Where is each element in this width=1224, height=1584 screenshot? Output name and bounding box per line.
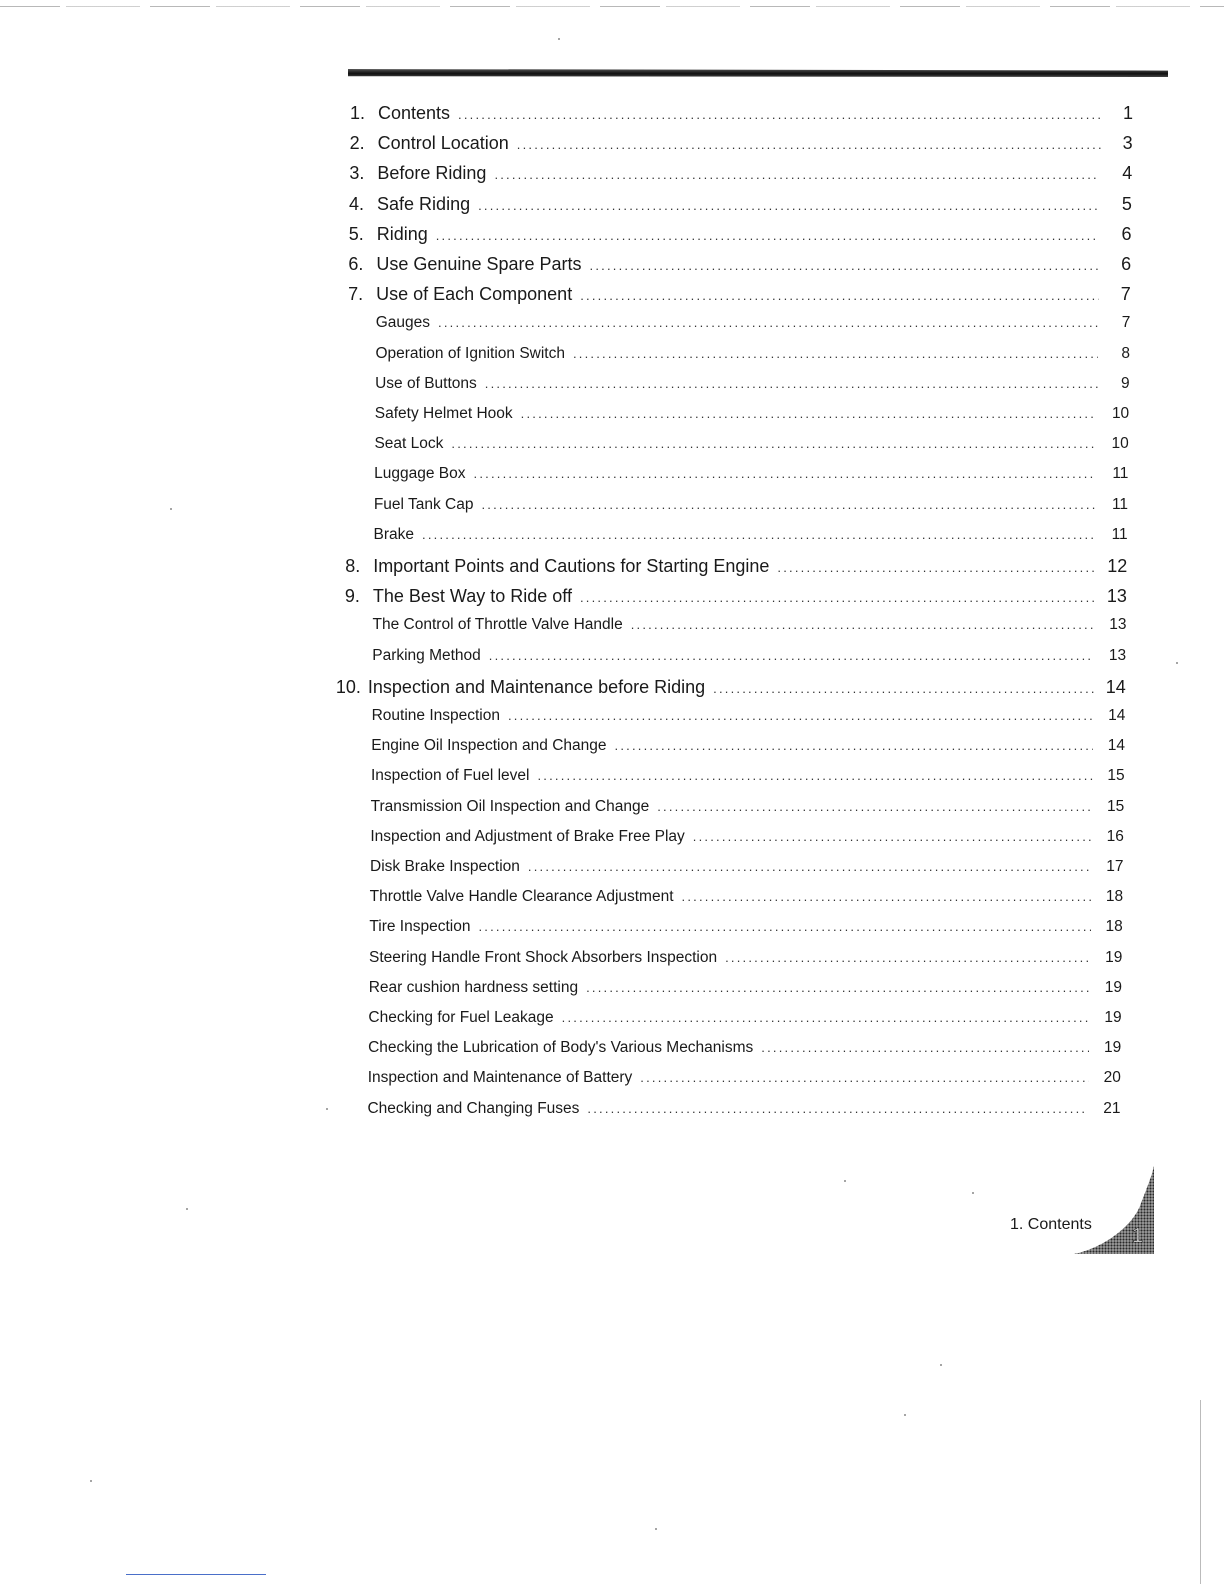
toc-entry-title: Luggage Box	[374, 465, 466, 483]
toc-entry-title: Safety Helmet Hook	[374, 405, 513, 422]
toc-entry-title: Contents	[378, 103, 451, 123]
toc-entry-number: 4.	[349, 193, 365, 214]
toc-entry-number: 7.	[348, 284, 364, 305]
toc-page-number: 14	[1107, 737, 1125, 755]
toc-entry-title: Throttle Valve Handle Clearance Adjustment	[369, 888, 674, 906]
toc-entry	[336, 678, 1126, 696]
toc-entry-title: Important Points and Cautions for Starting Engine	[373, 556, 770, 576]
corner-page-number: 1	[1132, 1225, 1144, 1247]
toc-entry-title: Before Riding	[377, 163, 487, 184]
toc-page-number: 15	[1106, 797, 1125, 815]
toc-entry-title: The Best Way to Ride off	[372, 586, 572, 607]
toc-dot-leader	[682, 890, 1092, 903]
toc-dot-leader	[489, 649, 1094, 662]
toc-dot-leader	[485, 377, 1098, 390]
toc-entry-title: Inspection and Maintenance of Battery	[367, 1069, 633, 1087]
toc-page-number: 7	[1121, 314, 1131, 332]
toc-entry-title: Gauges	[375, 314, 431, 332]
toc-entry-number: 10.	[335, 676, 361, 697]
toc-subentry	[369, 950, 1122, 966]
page-corner-tab	[1074, 1166, 1154, 1254]
toc-page-number: 14	[1108, 707, 1126, 724]
toc-dot-leader	[580, 591, 1095, 604]
toc-entry-number: 5.	[348, 223, 364, 244]
toc-subentry	[369, 980, 1122, 996]
toc-dot-leader	[478, 199, 1100, 212]
toc-page-number: 11	[1111, 495, 1129, 513]
toc-dot-leader	[521, 407, 1098, 420]
toc-dot-leader	[451, 437, 1096, 450]
toc-page-number: 11	[1112, 465, 1129, 483]
toc-page-number: 19	[1104, 1009, 1122, 1026]
toc-dot-leader	[528, 860, 1092, 873]
toc-subentry	[368, 1040, 1121, 1056]
toc-entry	[349, 164, 1132, 182]
toc-subentry	[372, 648, 1126, 664]
section-footer-label: 1. Contents	[1010, 1216, 1092, 1233]
toc-page-number: 18	[1105, 888, 1124, 906]
toc-page-number: 18	[1105, 918, 1123, 936]
toc-page-number: 19	[1104, 978, 1122, 996]
toc-page-number: 13	[1108, 646, 1127, 664]
toc-subentry	[376, 315, 1131, 331]
toc-subentry	[371, 799, 1125, 815]
toc-entry	[349, 195, 1132, 213]
toc-entry	[345, 587, 1127, 605]
toc-page-number: 13	[1109, 616, 1127, 634]
toc-dot-leader	[494, 168, 1100, 181]
toc-entry-title: Inspection of Fuel level	[370, 767, 530, 785]
toc-dot-leader	[478, 920, 1090, 933]
toc-dot-leader	[573, 347, 1098, 360]
toc-subentry	[375, 346, 1130, 362]
toc-page-number: 10	[1111, 435, 1129, 453]
toc-dot-leader	[657, 800, 1092, 813]
toc-page-number: 4	[1122, 163, 1133, 184]
toc-subentry	[370, 859, 1124, 875]
toc-dot-leader	[693, 830, 1092, 843]
toc-entry	[348, 285, 1131, 303]
toc-subentry	[375, 376, 1129, 392]
toc-entry-title: Tire Inspection	[369, 918, 471, 936]
toc-page-number: 13	[1106, 586, 1127, 607]
toc-page-number: 21	[1103, 1099, 1121, 1117]
toc-page-number: 15	[1107, 767, 1125, 785]
scan-speck	[904, 1414, 906, 1416]
toc-page-number: 3	[1122, 133, 1133, 154]
toc-page-number: 12	[1107, 556, 1128, 576]
scan-speck	[558, 38, 560, 40]
toc-entry-number: 6.	[348, 254, 364, 274]
toc-dot-leader	[474, 467, 1097, 480]
toc-subentry	[369, 919, 1122, 935]
toc-entry	[350, 134, 1133, 152]
scan-speck	[186, 1208, 188, 1210]
toc-entry-title: Steering Handle Front Shock Absorbers Inspection	[369, 948, 718, 966]
toc-dot-leader	[422, 528, 1096, 541]
scan-speck	[972, 1192, 974, 1194]
toc-entry-number: 8.	[345, 556, 361, 576]
toc-dot-leader	[458, 108, 1101, 121]
toc-entry-title: Control Location	[377, 133, 509, 154]
toc-entry	[350, 104, 1133, 122]
toc-dot-leader	[517, 138, 1101, 151]
toc-entry-number: 2.	[349, 133, 365, 154]
toc-subentry	[374, 436, 1128, 452]
toc-subentry	[368, 1070, 1121, 1086]
toc-dot-leader	[725, 951, 1090, 964]
toc-entry-title: Checking and Changing Fuses	[367, 1099, 580, 1117]
toc-entry-title: Checking for Fuel Leakage	[368, 1009, 554, 1026]
toc-entry-title: Operation of Ignition Switch	[375, 344, 565, 362]
toc-subentry	[367, 1101, 1120, 1117]
toc-page-number: 20	[1103, 1069, 1121, 1087]
toc-subentry	[370, 829, 1124, 845]
toc-subentry	[373, 617, 1127, 633]
toc-page-number: 5	[1121, 193, 1132, 214]
toc-entry-title: Disk Brake Inspection	[370, 858, 520, 875]
toc-dot-leader	[640, 1071, 1089, 1084]
toc-entry-title: Use of Buttons	[375, 374, 477, 392]
toc-subentry	[371, 738, 1125, 754]
toc-page-number: 14	[1105, 676, 1126, 697]
toc-entry-title: Rear cushion hardness setting	[368, 978, 579, 996]
toc-page-number: 10	[1111, 405, 1130, 422]
toc-page-number: 6	[1121, 254, 1132, 274]
toc-dot-leader	[713, 682, 1094, 695]
toc-entry-title: Engine Oil Inspection and Change	[371, 737, 607, 755]
toc-entry	[349, 225, 1132, 243]
scan-speck	[844, 1180, 846, 1182]
toc-entry-title: Inspection and Adjustment of Brake Free Play	[370, 827, 685, 845]
toc-entry-title: Fuel Tank Cap	[373, 495, 474, 513]
toc-page-number: 16	[1106, 827, 1124, 845]
toc-page-number: 17	[1106, 858, 1124, 875]
scan-speck	[90, 1480, 92, 1482]
toc-entry-title: Riding	[376, 223, 428, 244]
toc-dot-leader	[761, 1041, 1089, 1054]
toc-subentry	[368, 1010, 1121, 1026]
toc-entry-number: 1.	[350, 103, 366, 123]
toc-entry-title: Parking Method	[372, 646, 481, 664]
toc-subentry	[371, 768, 1125, 784]
toc-page-number: 19	[1103, 1039, 1122, 1057]
toc-subentry	[370, 889, 1123, 905]
toc-page-number: 7	[1120, 284, 1131, 305]
toc-dot-leader	[508, 709, 1093, 722]
toc-dot-leader	[590, 259, 1100, 272]
toc-entry-title: Safe Riding	[377, 193, 471, 214]
toc-entry-title: The Control of Throttle Valve Handle	[372, 616, 623, 634]
toc-page-number: 19	[1105, 948, 1123, 966]
toc-subentry	[375, 406, 1129, 422]
scan-speck	[940, 1364, 942, 1366]
toc-page-number: 1	[1122, 103, 1133, 123]
toc-page-number: 11	[1111, 525, 1128, 543]
scan-speck	[170, 508, 172, 510]
toc-entry-title: Transmission Oil Inspection and Change	[370, 797, 650, 815]
toc-subentry	[372, 708, 1126, 724]
toc-dot-leader	[562, 1011, 1090, 1024]
toc-entry-title: Brake	[373, 525, 415, 543]
toc-entry-title: Inspection and Maintenance before Riding	[367, 676, 706, 697]
toc-dot-leader	[631, 618, 1095, 631]
toc-dot-leader	[482, 498, 1097, 511]
toc-entry-number: 9.	[344, 586, 360, 607]
toc-entry	[345, 557, 1127, 575]
scan-speck	[655, 1528, 657, 1530]
toc-dot-leader	[586, 981, 1090, 994]
toc-dot-leader	[436, 229, 1100, 242]
toc-dot-leader	[538, 769, 1093, 782]
toc-dot-leader	[777, 561, 1095, 574]
toc-subentry	[374, 527, 1128, 543]
toc-entry-title: Routine Inspection	[371, 707, 500, 724]
scan-speck	[1176, 662, 1178, 664]
toc-page-number: 6	[1121, 223, 1132, 244]
toc-entry-number: 3.	[349, 163, 365, 184]
toc-entry-title: Checking the Lubrication of Body's Various Mechanisms	[368, 1039, 754, 1057]
toc-subentry	[374, 497, 1128, 513]
toc-dot-leader	[587, 1102, 1088, 1115]
toc-dot-leader	[615, 739, 1093, 752]
toc-dot-leader	[438, 316, 1098, 329]
scan-speck	[326, 1108, 328, 1110]
toc-subentry	[374, 466, 1128, 482]
toc-entry	[348, 255, 1131, 273]
toc-entry-title: Seat Lock	[374, 435, 444, 453]
toc-entry-title: Use of Each Component	[376, 284, 573, 305]
toc-dot-leader	[580, 289, 1099, 302]
toc-page-number: 8	[1121, 344, 1130, 362]
toc-entry-title: Use Genuine Spare Parts	[376, 254, 582, 274]
toc-page-number: 9	[1120, 374, 1130, 392]
